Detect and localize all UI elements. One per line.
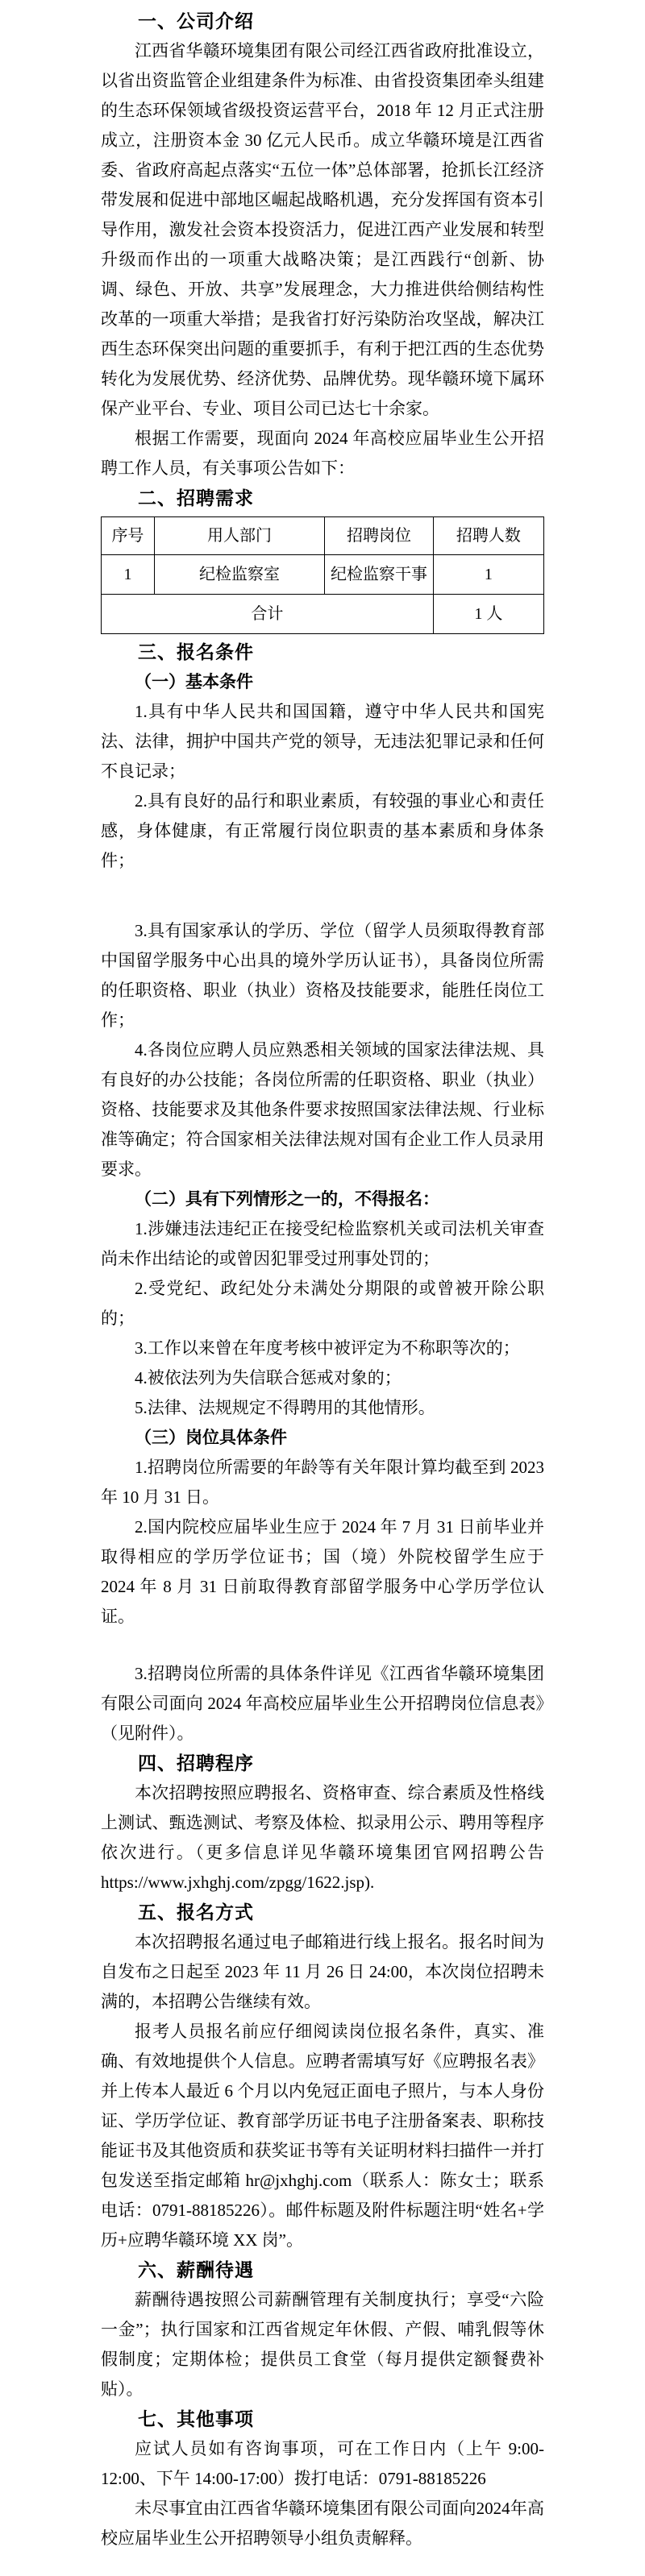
other-matters-paragraph: 未尽事宜由江西省华赣环境集团有限公司面向2024年高校应届毕业生公开招聘领导小组负责解释。 [101, 2499, 544, 2548]
compensation-paragraph: 薪酬待遇按照公司薪酬管理有关制度执行；享受“六险一金”；执行国家和江西省规定年休假、产假、哺乳假等休假制度；定期体检；提供员工食堂（每月提供定额餐费补贴）。 [101, 2290, 544, 2399]
application-method-paragraph: 报考人员报名前应仔细阅读岗位报名条件，真实、准确、有效地提供个人信息。应聘者需填写好《应聘报名表》并上传本人最近 6 个月以内免冠正面电子照片，与本人身份证、学历学位证、教育部学历证书电子注册备案表、职称技能证书及其他资质和获奖证书等有关证明材料扫描件一并打包发送至指定邮箱 hr@jxhghj.com（联系人：陈女士；联系电话：0791-88185226）。邮件标题及附件标题注明“姓名+学历+应聘华赣环境 XX 岗”。 [101, 2022, 544, 2250]
section-heading-application-method: 五、报名方式 [138, 1902, 254, 1923]
cell-headcount: 1 [433, 555, 543, 595]
post-specific-item: 1.招聘岗位所需要的年龄等有关年限计算均截至到 2023 年 10 月 31 日。 [101, 1458, 544, 1507]
section-heading-other-matters: 七、其他事项 [138, 2408, 254, 2429]
section-heading-recruitment-needs: 二、招聘需求 [138, 487, 254, 508]
section-heading-application-conditions: 三、报名条件 [138, 641, 254, 662]
table-header-row [102, 517, 544, 555]
disqualification-item: 4.被依法列为失信联合惩戒对象的； [135, 1368, 402, 1388]
application-method-paragraph: 本次招聘报名通过电子邮箱进行线上报名。报名时间为自发布之日起至 2023 年 11 月 26 日 24:00，本次岗位招聘未满的，本招聘公告继续有效。 [101, 1932, 544, 2011]
recruitment-needs-table [101, 516, 544, 634]
section-heading-company-intro: 一、公司介绍 [138, 10, 254, 31]
cell-seq: 1 [102, 555, 155, 595]
subsection-heading-post-specific-conditions: （三）岗位具体条件 [135, 1428, 287, 1447]
post-specific-item: 3.招聘岗位所需的具体条件详见《江西省华赣环境集团有限公司面向 2024 年高校应届毕业生公开招聘岗位信息表》（见附件）。 [101, 1664, 544, 1743]
page-break-gap [101, 1632, 544, 1659]
cell-position: 纪检监察干事 [325, 555, 434, 595]
subsection-heading-disqualifications: （二）具有下列情形之一的，不得报名： [135, 1189, 439, 1209]
page-break-gap [101, 876, 544, 916]
table-header-headcount: 招聘人数 [433, 517, 543, 555]
table-total-row [102, 595, 544, 634]
basic-condition-item: 3.具有国家承认的学历、学位（留学人员须取得教育部中国留学服务中心出具的境外学历认证书），具备岗位所需的任职资格、职业（执业）资格及技能要求，能胜任岗位工作； [101, 921, 544, 1030]
disqualification-item: 1.涉嫌违法违纪正在接受纪检监察机关或司法机关审查尚未作出结论的或曾因犯罪受过刑事处罚的； [101, 1219, 544, 1268]
basic-condition-item: 1.具有中华人民共和国国籍，遵守中华人民共和国宪法、法律，拥护中国共产党的领导，无违法犯罪记录和任何不良记录； [101, 702, 544, 781]
disqualification-item: 5.法律、法规规定不得聘用的其他情形。 [135, 1398, 435, 1417]
cell-department: 纪检监察室 [154, 555, 324, 595]
section-heading-procedure: 四、招聘程序 [138, 1753, 254, 1773]
subsection-heading-basic-conditions: （一）基本条件 [135, 672, 253, 691]
table-header-seq: 序号 [102, 517, 155, 555]
procedure-paragraph: 本次招聘按照应聘报名、资格审查、综合素质及性格线上测试、甄选测试、考察及体检、拟录用公示、聘用等程序依次进行。（更多信息详见华赣环境集团官网招聘公告 https://www.jxhghj.com/zpgg/1622.jsp). [101, 1783, 544, 1892]
disqualification-item: 2.受党纪、政纪处分未满处分期限的或曾被开除公职的； [101, 1279, 544, 1328]
cell-total-label: 合计 [102, 595, 434, 634]
announcement-lead-paragraph: 根据工作需要，现面向 2024 年高校应届毕业生公开招聘工作人员，有关事项公告如下： [101, 429, 544, 478]
other-matters-paragraph: 应试人员如有咨询事项，可在工作日内（上午 9:00-12:00、下午 14:00-17:00）拨打电话：0791-88185226 [101, 2439, 544, 2488]
cell-total-value: 1 人 [433, 595, 543, 634]
basic-condition-item: 2.具有良好的品行和职业素质，有较强的事业心和责任感，身体健康，有正常履行岗位职责的基本素质和身体条件； [101, 791, 544, 870]
basic-condition-item: 4.各岗位应聘人员应熟悉相关领域的国家法律法规、具有良好的办公技能；各岗位所需的任职资格、职业（执业）资格、技能要求及其他条件要求按照国家法律法规、行业标准等确定；符合国家相关法律法规对国有企业工作人员录用要求。 [101, 1040, 544, 1179]
post-specific-item: 2.国内院校应届毕业生应于 2024 年 7 月 31 日前毕业并取得相应的学历学位证书；国（境）外院校留学生应于 2024 年 8 月 31 日前取得教育部留学服务中心学历学位认证。 [101, 1517, 544, 1626]
table-row [102, 555, 544, 595]
company-intro-paragraph: 江西省华赣环境集团有限公司经江西省政府批准设立，以省出资监管企业组建条件为标准、由省投资集团牵头组建的生态环保领域省级投资运营平台，2018 年 12 月正式注册成立，注册资本金 30 亿元人民币。成立华赣环境是江西省委、省政府高起点落实“五位一体”总体部署，抢抓长江经济带发展和促进中部地区崛起战略机遇，充分发挥国有资本引导作用，激发社会资本投资活力，促进江西产业发展和转型升级而作出的一项重大战略决策；是江西践行“创新、协调、绿色、开放、共享”发展理念，大力推进供给侧结构性改革的一项重大举措；是我省打好污染防治攻坚战，解决江西生态环保突出问题的重要抓手，有利于把江西的生态优势转化为发展优势、经济优势、品牌优势。现华赣环境下属环保产业平台、专业、项目公司已达七十余家。 [101, 41, 544, 418]
table-header-department: 用人部门 [154, 517, 324, 555]
disqualification-item: 3.工作以来曾在年度考核中被评定为不称职等次的； [135, 1338, 520, 1358]
section-heading-compensation: 六、薪酬待遇 [138, 2259, 254, 2280]
table-header-position: 招聘岗位 [325, 517, 434, 555]
